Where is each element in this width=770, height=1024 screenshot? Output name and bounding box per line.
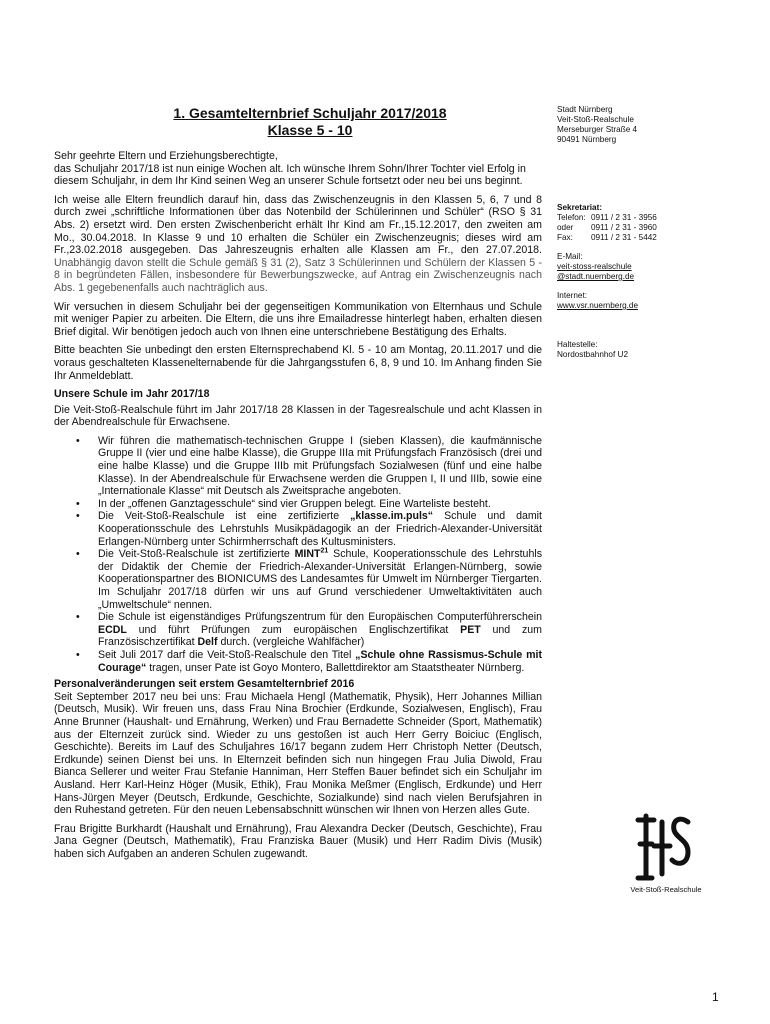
email-block: [557, 252, 634, 282]
section-heading-staff: Personalveränderungen seit erstem Gesamtelternbrief 2016: [54, 678, 355, 691]
sender-line: Merseburger Straße 4: [557, 125, 638, 134]
tel-row-alt: oder 0911 / 2 31 - 3960: [557, 223, 657, 232]
stop-value: Nordostbahnhof U2: [557, 350, 629, 359]
secretariat-label: Sekretariat:: [557, 203, 603, 212]
school-intro: Die Veit-Stoß-Realschule führt im Jahr 2017/18 28 Klassen in der Tagesrealschule und acht Klassen in der Abendrealschule für Erwachsene.: [54, 403, 542, 429]
sender-address: [557, 105, 637, 145]
page-title: [130, 105, 490, 139]
school-facts-list: [54, 435, 542, 674]
list-item: • Seit Juli 2017 darf die Veit-Stoß-Realschule den Titel „Schule ohne Rassismus-Schule mit Courage“ tragen, unser Pate ist Goyo Montero, Ballettdirektor am Staatstheater Nürnberg.: [98, 649, 542, 674]
list-item: • Wir führen die mathematisch-technischen Gruppe I (sieben Klassen), die kaufmännische Gruppe II (vier und eine halbe Klasse), die Gruppe IIIa mit Prüfungsfach Französisch (drei und eine halbe Klasse) und die Gruppe IIIb mit Prüfungsfach Sozialwesen (fünf und eine halbe Klasse). In der Abendrealschule für Erwachsene werden die Gruppen I, II und IIIb, sowie eine „Internationale Klasse“ mit Deutsch als Zweitsprache angeboten.: [98, 435, 542, 498]
sprechabend-paragraph: Bitte beachten Sie unbedingt den ersten Elternsprechabend Kl. 5 - 10 am Montag, 20.11.2017 und die voraus geschalteten Klassenelternabende für die Jahrgangsstufen 6, 8, 9 und 10. Im Anhang finden Sie Ihr Anmeldeblatt.: [54, 344, 542, 382]
papier-paragraph: Wir versuchen in diesem Schuljahr bei der gegenseitigen Kommunikation von Elternhaus und Schule mit weniger Papier zu arbeiten. Die Eltern, die uns ihre Emailadresse hinterlegt haben, erhalten diesen Brief digital. Wir benötigen jedoch auch von Ihnen eine unterschriebene Bestätigung des Erhalts.: [54, 300, 542, 338]
intro-text: das Schuljahr 2017/18 ist nun einige Wochen alt. Ich wünsche Ihrem Sohn/Ihrer Tochter viel Erfolg in diesem Schuljahr, in dem Ihr Kind seinen Weg an unserer Schule fortsetzt oder neu bei uns beginnt.: [54, 162, 526, 188]
email-link[interactable]: veit-stoss-realschule: [557, 262, 632, 271]
page-number: 1: [712, 990, 719, 1004]
title-line-2: Klasse 5 - 10: [267, 122, 353, 138]
fax-row: Fax: 0911 / 2 31 - 5442: [557, 233, 657, 242]
stop-block: [557, 340, 628, 360]
logo-caption: Veit-Stoß-Realschule: [630, 885, 702, 894]
sender-line: 90491 Nürnberg: [557, 135, 617, 144]
zeugnis-paragraph: [54, 194, 542, 295]
list-item: • Die Veit-Stoß-Realschule ist eine zertifizierte „klasse.im.puls“ Schule und damit Kooperationsschule des Lehrstuhls Musikpädagogik an der Friedrich-Alexander-Universität Erlangen-Nürnberg unter Schirmherrschaft des Kultusministers.: [98, 510, 542, 548]
zeugnis-text: Ich weise alle Eltern freundlich darauf hin, dass das Zwischenzeugnis in den Klassen 5, 6, 7 und 8 durch zwei „schriftliche Informationen über das Notenbild der Schülerinnen und Schüler“ (RSO § 31 Abs. 2) ersetzt wird. Den ersten Zwischenbericht erhält Ihr Kind am Fr.,15.12.2017, den zweiten am Mo., 30.04.2018. In Klasse 9 und 10 erhalten die Schüler ein Zwischenzeugnis; dieses wird am Fr.,23.02.2018 ausgegeben. Das Jahreszeugnis erhalten alle Klassen am Fr., den 27.07.2018.: [54, 193, 542, 257]
stop-label: Haltestelle:: [557, 340, 598, 349]
intro-paragraph: [54, 150, 542, 188]
tel-row: Telefon: 0911 / 2 31 - 3956: [557, 213, 657, 222]
sender-line: Stadt Nürnberg: [557, 105, 613, 114]
secretariat-block: [557, 203, 657, 243]
title-line-1: 1. Gesamtelternbrief Schuljahr 2017/2018: [173, 105, 447, 121]
letter-body: [54, 150, 542, 866]
internet-block: [557, 291, 638, 311]
internet-label: Internet:: [557, 291, 588, 300]
section-heading-school: Unsere Schule im Jahr 2017/18: [54, 388, 210, 401]
list-item: • Die Schule ist eigenständiges Prüfungszentrum für den Europäischen Computerführerschein ECDL und führt Prüfungen zum europäischen Englischzertifikat PET und zum Französischzertifikat Delf durch. (vergleiche Wahlfächer): [98, 611, 542, 649]
website-link[interactable]: www.vsr.nuernberg.de: [557, 301, 639, 310]
greeting: Sehr geehrte Eltern und Erziehungsberechtigte,: [54, 150, 278, 162]
list-item: • In der „offenen Ganztagesschule“ sind vier Gruppen belegt. Eine Warteliste besteht.: [98, 498, 542, 511]
email-link-domain[interactable]: @stadt.nuernberg.de: [557, 272, 635, 281]
zeugnis-note: Unabhängig davon stellt die Schule gemäß § 31 (2), Satz 3 Schülerinnen und Schülern der Klassen 5 - 8 in begründeten Fällen, insbesondere für Bewerbungszwecke, auf Antrag ein Zwischenzeugnis nach Abs. 1 gegebenenfalls auch nachträglich aus.: [54, 256, 542, 294]
staff-paragraph: Seit September 2017 neu bei uns: Frau Michaela Hengl (Mathematik, Physik), Herr Johannes Millian (Deutsch, Musik). Wir freuen uns, dass Frau Nina Brochier (Erdkunde, Sozialwesen, Englisch), Frau Anne Brunner (Haushalt- und Ernährung, Werken) und Frau Bernadette Schneider (Sport, Mathematik) aus der Elternzeit zurück sind. Wieder zu uns gestoßen ist auch Herr Gerry Boiciuc (Englisch, Geschichte). Bereits im Lauf des Schuljahres 16/17 begann zudem Herr Christoph Netter (Deutsch, Erdkunde) seinen Dienst bei uns. In Elternzeit befinden sich nun hingegen Frau Julia Diwold, Frau Bianca Sellerer und weiter Frau Stefanie Hanniman, Herr Steffen Bauer befindet sich ein Schuljahr im Ausland. Herr Karl-Heinz Höger (Musik, Ethik), Frau Monika Meßmer (Englisch, Erdkunde) und Herr Hans-Jürgen Meyer (Deutsch, Erdkunde, Geschichte, Sozialkunde) sind nach vielen Berufsjahren in den Ruhestand getreten. Für den neuen Lebensabschnitt wünschen wir Ihnen von Herzen alles Gute.: [54, 690, 542, 817]
sender-line: Veit-Stoß-Realschule: [557, 115, 634, 124]
list-item: • Die Veit-Stoß-Realschule ist zertifizierte MINT$^{21}$ Schule, Kooperationsschule des Lehrstuhls der Didaktik der Chemie der Friedrich-Alexander-Universität Erlangen-Nürnberg, sowie Kooperationspartner des BIONICUMS des Landesamtes für Umwelt im Nürnberger Tiergarten. Im Schuljahr 2017/18 dürfen wir uns auf Grund verschiedener Umweltaktivitäten auch „Umweltschule“ nennen.: [98, 548, 542, 611]
school-logo-icon: [632, 808, 696, 888]
email-label: E-Mail:: [557, 252, 583, 261]
staff-paragraph-2: Frau Brigitte Burkhardt (Haushalt und Ernährung), Frau Alexandra Decker (Deutsch, Geschichte), Frau Jana Gegner (Deutsch, Mathematik), Frau Franziska Bauer (Musik) und Herr Radim Divis (Musik) haben sich Aufgaben an anderen Schulen zugewandt.: [54, 822, 542, 860]
